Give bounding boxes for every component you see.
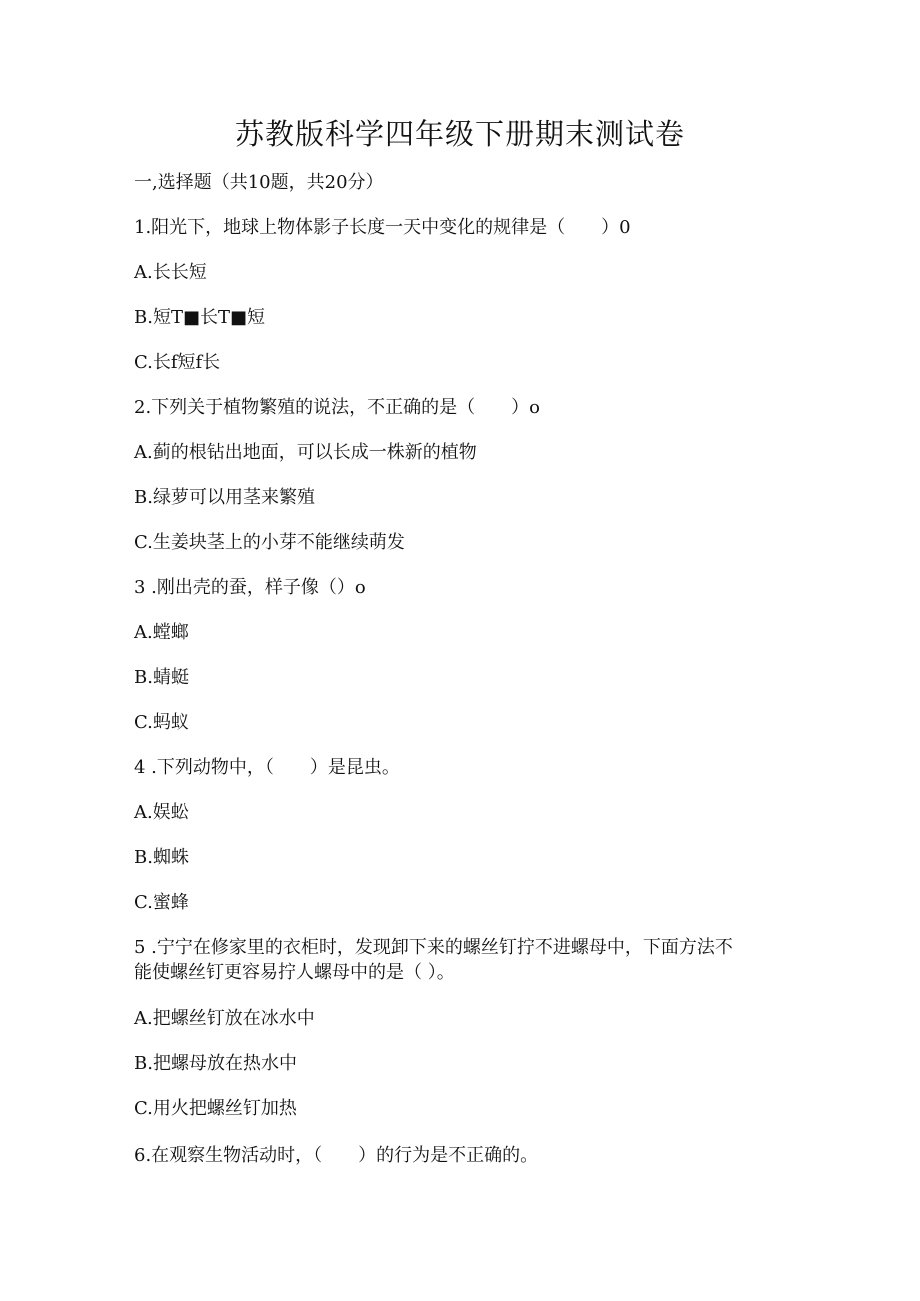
question-3-option-c: C.蚂蚁 <box>134 712 189 733</box>
question-4-option-b: B.蜘蛛 <box>134 847 189 868</box>
question-1-stem: 1.阳光下，地球上物体影子长度一天中变化的规律是（ ）0 <box>134 217 631 238</box>
question-4-option-c: C.蜜蜂 <box>134 892 189 913</box>
question-1-option-c: C.长f短f长 <box>134 352 221 373</box>
question-4-stem: 4 .下列动物中，（ ）是昆虫。 <box>134 757 400 778</box>
question-3-option-a: A.螳螂 <box>134 622 189 643</box>
question-2-option-b: B.绿萝可以用茎来繁殖 <box>134 487 315 508</box>
question-1-option-a: A.长长短 <box>134 262 207 283</box>
question-5-stem-line1: 5 .宁宁在修家里的衣柜时，发现卸下来的螺丝钉拧不进螺母中，下面方法不 <box>134 937 733 958</box>
question-6-stem: 6.在观察生物活动时，（ ）的行为是不正确的。 <box>134 1145 539 1166</box>
question-5-stem-line2: 能使螺丝钉更容易拧人螺母中的是（ ）。 <box>134 962 455 983</box>
question-3-option-b: B.蜻蜓 <box>134 667 189 688</box>
question-3-stem: 3 .刚出壳的蚕，样子像（）o <box>134 577 366 598</box>
section-heading: 一,选择题（共10题，共20分） <box>134 172 384 193</box>
question-5-option-a: A.把螺丝钉放在冰水中 <box>134 1008 315 1029</box>
question-1-option-b: B.短T■长T■短 <box>134 307 265 328</box>
question-4-option-a: A.娱蚣 <box>134 802 189 823</box>
page-title: 苏教版科学四年级下册期末测试卷 <box>234 117 685 151</box>
question-5-option-b: B.把螺母放在热水中 <box>134 1053 297 1074</box>
question-2-stem: 2.下列关于植物繁殖的说法，不正确的是（ ）o <box>134 397 541 418</box>
question-5-option-c: C.用火把螺丝钉加热 <box>134 1098 297 1119</box>
question-2-option-c: C.生姜块茎上的小芽不能继续萌发 <box>134 532 405 553</box>
question-2-option-a: A.蓟的根钻出地面，可以长成一株新的植物 <box>134 442 477 463</box>
